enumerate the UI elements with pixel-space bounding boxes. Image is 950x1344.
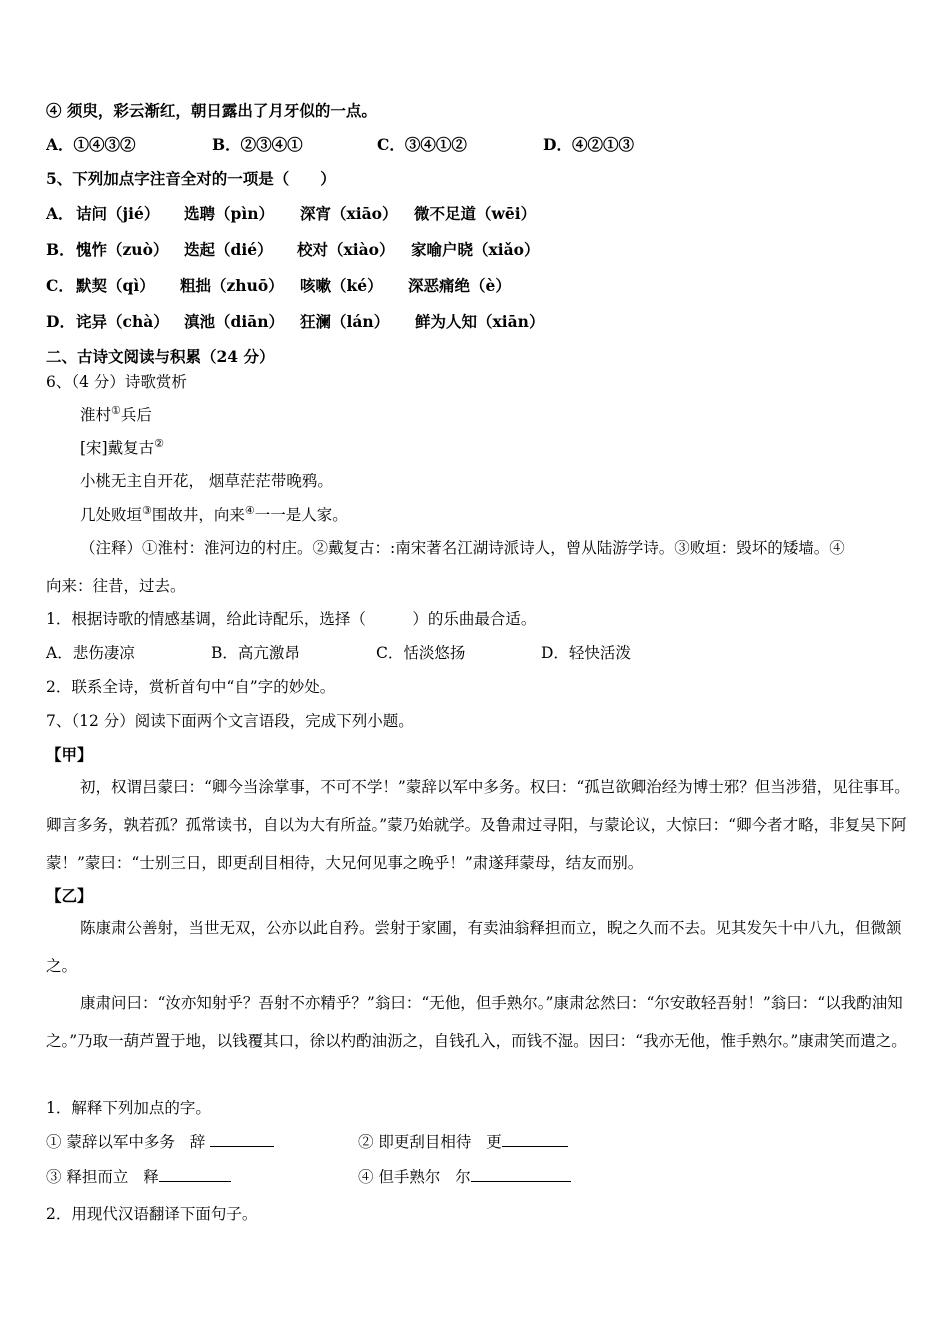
q5-word: 深宵（xiāo） <box>300 204 398 223</box>
q6-sub1-options <box>46 642 631 664</box>
note-mark: ④ <box>244 503 255 517</box>
q7-stem: 7、（12 分）阅读下面两个文言语段，完成下列小题。 <box>46 712 414 730</box>
q5-row-label: B． <box>46 240 75 259</box>
poem-author <box>80 437 164 459</box>
poem-line-2 <box>80 504 348 526</box>
q5-stem: 5、下列加点字注音全对的一项是（ ） <box>46 169 336 188</box>
q5-row-label: C． <box>46 276 74 295</box>
q5-word: 深恶痛绝（è） <box>408 276 511 295</box>
q7-item-4 <box>358 1165 571 1188</box>
q5-word: 微不足道（wēi） <box>414 204 537 223</box>
q5-row-b <box>46 239 540 261</box>
q7-sub1: 1．解释下列加点的字。 <box>46 1099 211 1117</box>
poem-text: 一一是人家。 <box>254 506 348 524</box>
q6-sub2: 2．联系全诗，赏析首句中“自”字的妙处。 <box>46 678 336 696</box>
poem-text: 围故井，向来 <box>151 506 245 524</box>
q5-word: 滇池（diān） <box>184 312 285 331</box>
q5-row-label: D． <box>46 312 75 331</box>
poem-notes-line-2: 向来：往昔，过去。 <box>46 577 186 595</box>
q4-option-d: D．④②①③ <box>543 135 634 154</box>
poem-title-text: 兵后 <box>120 406 152 424</box>
q5-row-c <box>46 275 511 297</box>
q7-item-2 <box>358 1130 568 1153</box>
yi-label: 【乙】 <box>46 886 93 905</box>
q5-row-label: A． <box>46 204 74 223</box>
item-word: 释 <box>143 1168 159 1186</box>
q7-item-1 <box>46 1130 274 1153</box>
answer-blank[interactable] <box>471 1165 571 1182</box>
note-mark: ① <box>111 403 121 417</box>
q5-row-d <box>46 311 544 333</box>
item-word: 尔 <box>455 1168 471 1186</box>
item-text: ④ 但手熟尔 <box>358 1168 441 1186</box>
poem-author-text: [宋]戴复古 <box>80 439 155 457</box>
item-word: 更 <box>486 1133 502 1151</box>
answer-blank[interactable] <box>159 1165 231 1182</box>
answer-blank[interactable] <box>210 1130 274 1147</box>
jia-text: 初，权谓吕蒙曰：“卿今当涂掌事，不可不学！”蒙辞以军中多务。权曰：“孤岂欲卿治经为博士邪？但当涉猎，见往事耳。卿言多务，孰若孤？孤常读书，自以为大有所益。”蒙乃始就学。及鲁肃过寻阳，与蒙论议，大惊曰：“卿今者才略，非复吴下阿蒙！”蒙曰：“士别三日，即更刮目相待，大兄何见事之晚乎！”肃遂拜蒙母，结友而别。 <box>46 778 910 872</box>
answer-blank[interactable] <box>502 1130 568 1147</box>
item-word: 辞 <box>189 1133 206 1151</box>
q6-option-b: B．高亢激昂 <box>211 644 300 662</box>
q5-word: 选聘（pìn） <box>184 204 274 223</box>
item-text: ② 即更刮目相待 <box>358 1133 472 1151</box>
q5-word: 家喻户晓（xiǎo） <box>411 240 540 259</box>
q5-word: 诧异（chà） <box>76 312 169 331</box>
note-mark: ② <box>154 436 164 450</box>
q5-word: 鲜为人知（xiān） <box>415 312 545 331</box>
poem-text: 几处败垣 <box>80 506 143 524</box>
q5-row-a <box>46 203 536 225</box>
q4-option-c: C．③④①② <box>377 135 467 154</box>
q5-word: 粗拙（zhuō） <box>180 276 284 295</box>
note-mark: ③ <box>142 503 152 517</box>
q6-stem: 6、（4 分）诗歌赏析 <box>46 373 187 391</box>
yi-text-2: 康肃问曰：“汝亦知射乎？吾射不亦精乎？”翁曰：“无他，但手熟尔。”康肃忿然曰：“尔安敢轻吾射！”翁曰：“以我酌油知之。”乃取一葫芦置于地，以钱覆其口，徐以杓酌油沥之，自钱孔入，而钱不湿。因曰：“我亦无他，惟手熟尔。”康肃笑而遣之。 <box>46 994 907 1050</box>
q6-option-d: D．轻快活泼 <box>541 644 631 662</box>
q5-word: 狂澜（lán） <box>300 312 390 331</box>
q4-item4: ④ 须臾，彩云渐红，朝日露出了月牙似的一点。 <box>46 101 377 120</box>
q7-item-3 <box>46 1165 231 1188</box>
q6-option-a: A．悲伤凄凉 <box>46 644 135 662</box>
poem-title <box>80 404 152 426</box>
section-title: 二、古诗文阅读与积累（24 分） <box>46 347 275 366</box>
poem-line-1: 小桃无主自开花， 烟草茫茫带晚鸦。 <box>80 472 333 490</box>
q6-option-c: C．恬淡悠扬 <box>376 644 466 662</box>
q5-word: 咳嗽（ké） <box>300 276 383 295</box>
q5-word: 默契（qì） <box>76 276 155 295</box>
q7-sub2: 2．用现代汉语翻译下面句子。 <box>46 1205 258 1223</box>
q4-options <box>46 134 634 156</box>
poem-notes-line-1: （注释）①淮村：淮河边的村庄。②戴复古：:南宋著名江湖诗派诗人，曾从陆游学诗。③败垣：毁坏的矮墙。④ <box>80 539 845 557</box>
jia-label: 【甲】 <box>46 745 93 764</box>
item-text: ③ 释担而立 <box>46 1168 129 1186</box>
q4-option-b: B．②③④① <box>212 135 303 154</box>
q4-option-a: A．①④③② <box>46 135 136 154</box>
q5-word: 校对（xiào） <box>297 240 395 259</box>
yi-text-1: 陈康肃公善射，当世无双，公亦以此自矜。尝射于家圃，有卖油翁释担而立，睨之久而不去。见其发矢十中八九，但微颔之。 <box>46 919 902 975</box>
q5-word: 愧怍（zuò） <box>76 240 169 259</box>
item-text: ① 蒙辞以军中多务 <box>46 1133 175 1151</box>
q5-word: 迭起（dié） <box>184 240 273 259</box>
q6-sub1: 1．根据诗歌的情感基调，给此诗配乐，选择（ ）的乐曲最合适。 <box>46 610 537 628</box>
q5-word: 诘问（jié） <box>76 204 160 223</box>
poem-title-text: 淮村 <box>80 406 112 424</box>
